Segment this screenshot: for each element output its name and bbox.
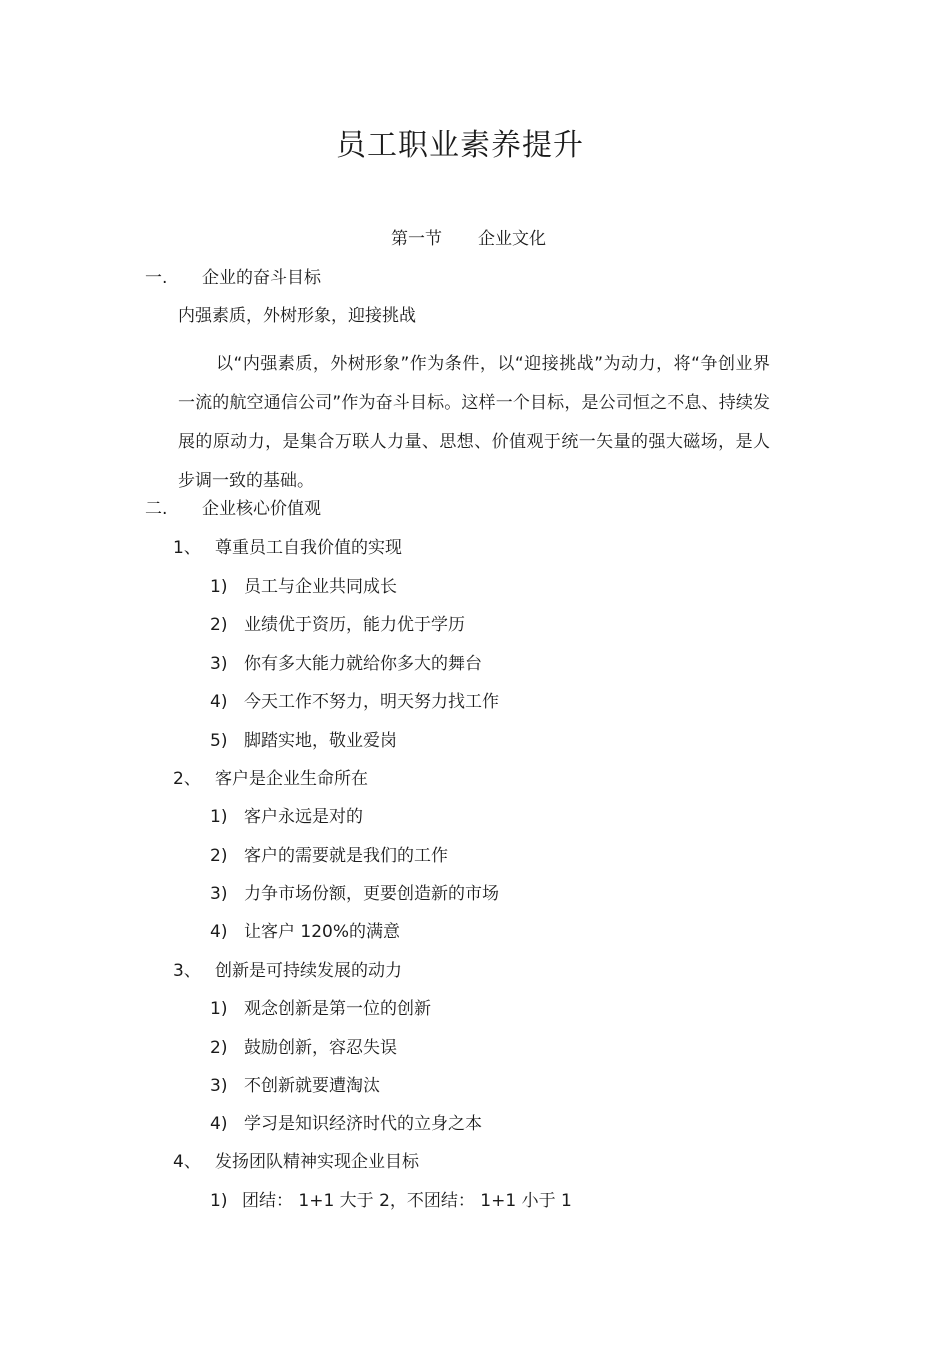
list-item-marker: 3) <box>210 1076 228 1096</box>
group1-heading: 尊重员工自我价值的实现 <box>215 538 402 558</box>
part1-marker: 一. <box>145 268 168 288</box>
group2-heading: 客户是企业生命所在 <box>215 769 368 789</box>
list-item-marker: 3) <box>210 884 228 904</box>
list-item: 今天工作不努力，明天努力找工作 <box>244 692 499 712</box>
list-item: 业绩优于资历，能力优于学历 <box>244 615 465 635</box>
group3-marker: 3、 <box>173 961 201 981</box>
group2-marker: 2、 <box>173 769 201 789</box>
part1-heading: 企业的奋斗目标 <box>202 268 321 288</box>
list-item-marker: 1) <box>210 577 228 597</box>
section-name: 企业文化 <box>478 229 546 249</box>
list-item-marker: 4) <box>210 1114 228 1134</box>
list-item-marker: 2) <box>210 846 228 866</box>
list-item: 不创新就要遭淘汰 <box>244 1076 380 1096</box>
list-item: 客户的需要就是我们的工作 <box>244 846 448 866</box>
group4-marker: 4、 <box>173 1152 201 1172</box>
group1-marker: 1、 <box>173 538 201 558</box>
list-item-marker: 1) <box>210 807 228 827</box>
part1-motto: 内强素质，外树形象，迎接挑战 <box>178 306 416 326</box>
list-item: 观念创新是第一位的创新 <box>244 999 431 1019</box>
list-item-marker: 5) <box>210 731 228 751</box>
list-item: 学习是知识经济时代的立身之本 <box>244 1114 482 1134</box>
list-item-marker: 3) <box>210 654 228 674</box>
document-title: 员工职业素养提升 <box>336 128 584 163</box>
list-item-marker: 1) <box>210 1191 228 1211</box>
list-item-marker: 1) <box>210 999 228 1019</box>
part2-heading: 企业核心价值观 <box>202 499 321 519</box>
list-item: 你有多大能力就给你多大的舞台 <box>244 654 482 674</box>
list-item: 客户永远是对的 <box>244 807 363 827</box>
list-item: 让客户 120%的满意 <box>244 922 401 942</box>
list-item-marker: 2) <box>210 615 228 635</box>
list-item-marker: 4) <box>210 922 228 942</box>
group4-heading: 发扬团队精神实现企业目标 <box>215 1152 419 1172</box>
part2-marker: 二. <box>145 499 168 519</box>
section-label: 第一节 <box>391 229 442 249</box>
list-item-marker: 4) <box>210 692 228 712</box>
list-item: 脚踏实地，敬业爱岗 <box>244 731 397 751</box>
group3-heading: 创新是可持续发展的动力 <box>215 961 402 981</box>
list-item: 员工与企业共同成长 <box>244 577 397 597</box>
section-heading <box>391 229 546 249</box>
part1-paragraph: 以“内强素质，外树形象”作为条件，以“迎接挑战”为动力，将“争创业界一流的航空通信公司”作为奋斗目标。这样一个目标，是公司恒之不息、持续发展的原动力，是集合万联人力量、思想、价值观于统一矢量的强大磁场，是人步调一致的基础。 <box>178 354 770 491</box>
list-item: 力争市场份额，更要创造新的市场 <box>244 884 499 904</box>
list-item: 团结： 1+1 大于 2，不团结： 1+1 小于 1 <box>242 1191 572 1211</box>
list-item-marker: 2) <box>210 1038 228 1058</box>
list-item: 鼓励创新，容忍失误 <box>244 1038 397 1058</box>
